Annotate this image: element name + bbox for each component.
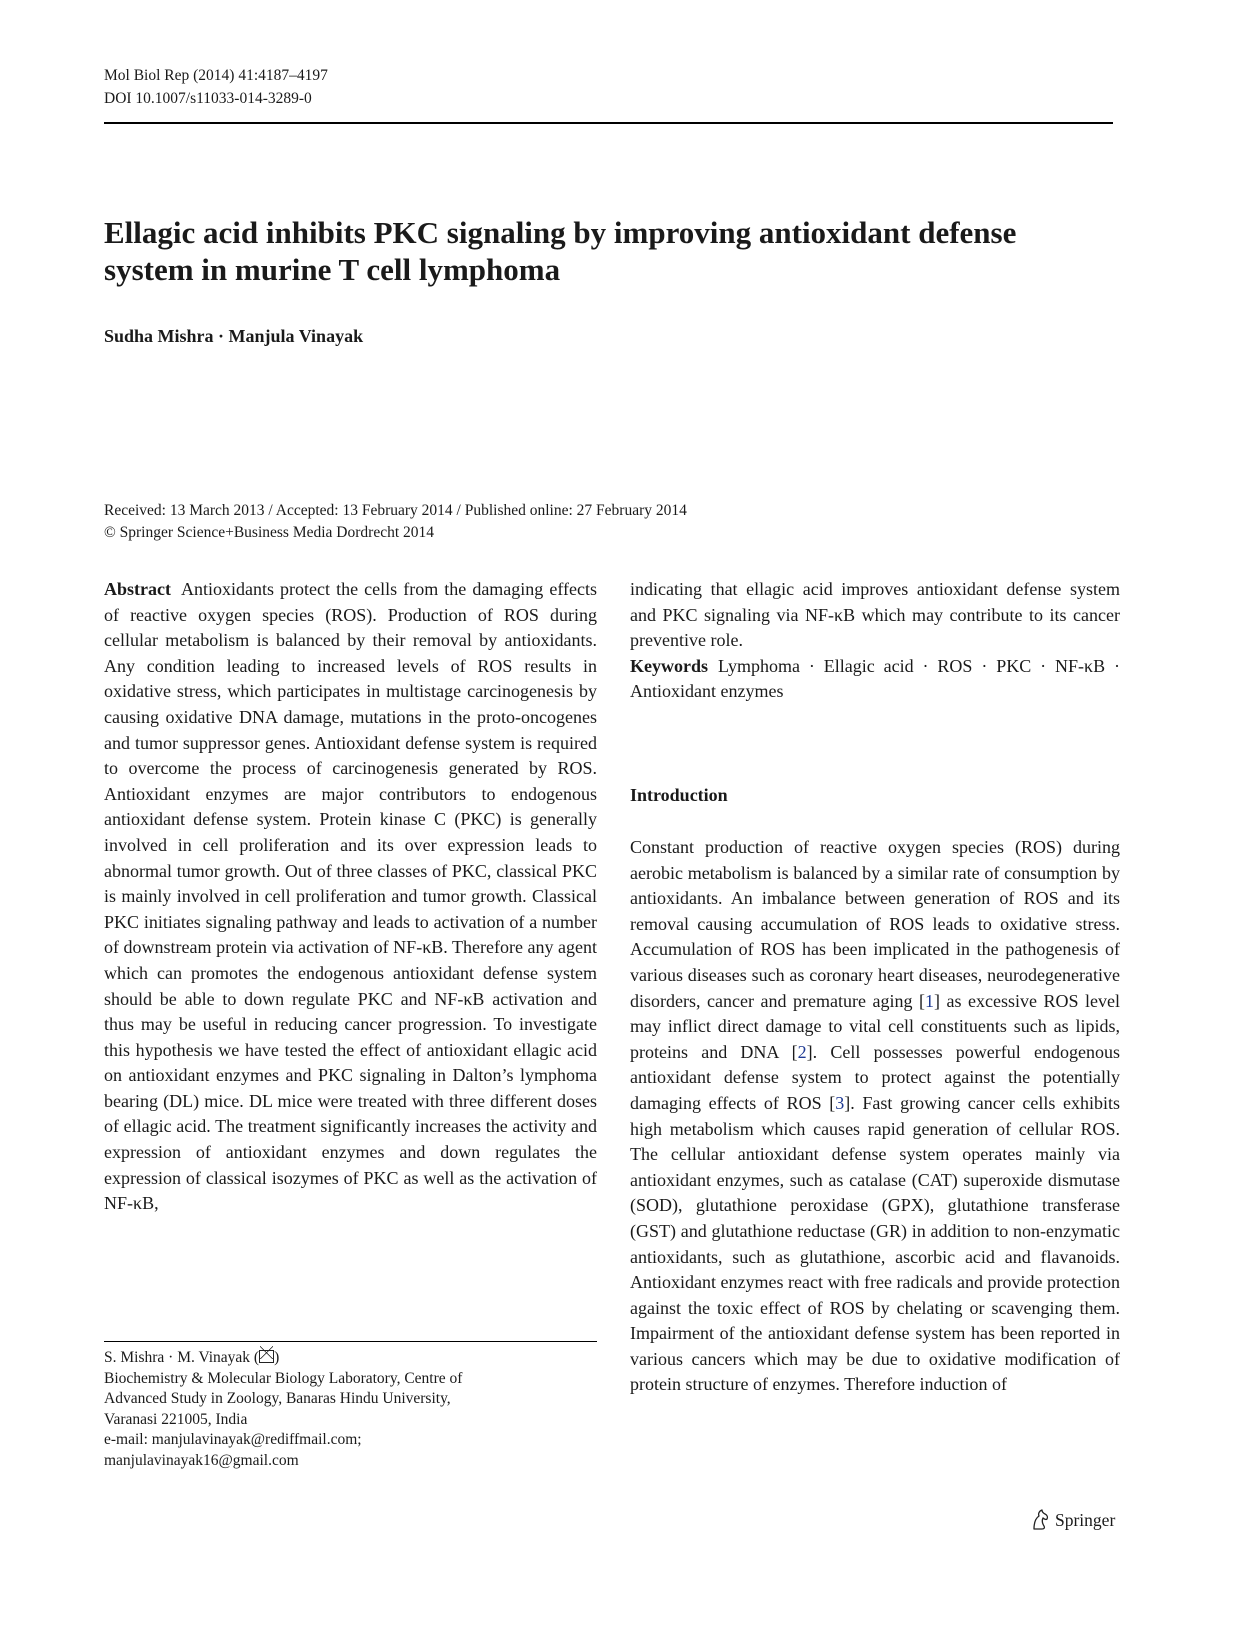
reference-link-3[interactable]: 3 <box>835 1092 845 1113</box>
keywords-text: Lymphoma · Ellagic acid · ROS · PKC · NF-κB · Antioxidant enzymes <box>630 655 1120 702</box>
article-title: Ellagic acid inhibits PKC signaling by improving antioxidant defense system in murine T cell lymphoma <box>104 215 1017 287</box>
introduction-heading: Introduction <box>630 785 728 805</box>
affiliation-line-2: Advanced Study in Zoology, Banaras Hindu University, <box>104 1390 451 1408</box>
springer-horse-icon <box>1030 1509 1050 1531</box>
footnote-authors-line <box>104 1348 462 1369</box>
intro-text-4: ]. Fast growing cancer cells exhibits high metabolism which causes rapid generation of cellular ROS. The cellular antioxidant defense system operates mainly via antioxidant enzymes, such as catalase (CAT) superoxide dismutase (SOD), glutathione peroxidase (GPX), glutathione transferase (GST) and glutathione reductase (GR) in addition to non-enzymatic antioxidants, such as glutathione, ascorbic acid and flavanoids. Antioxidant enzymes react with free radicals and provide protection against the toxic effect of ROS by chelating or scavenging them. Impairment of the antioxidant defense system has been reported in various cancers which may be due to oxidative modification of protein structure of enzymes. Therefore induction of <box>630 1092 1120 1395</box>
footnote-rule <box>104 1341 597 1342</box>
abstract-continuation: indicating that ellagic acid improves antioxidant defense system and PKC signaling via NF-κB which may contribute to its cancer preventive role. <box>630 579 1120 651</box>
email-line-1[interactable]: e-mail: manjulavinayak@rediffmail.com; <box>104 1431 362 1449</box>
introduction-paragraph <box>630 835 1120 1398</box>
author-footnote <box>104 1348 462 1472</box>
springer-logo <box>1030 1508 1115 1532</box>
abstract-label: Abstract <box>104 579 171 599</box>
article-dates <box>104 500 687 544</box>
journal-citation: Mol Biol Rep (2014) 41:4187–4197 <box>104 67 328 84</box>
abstract-text: Antioxidants protect the cells from the damaging effects of reactive oxygen species (ROS). Production of ROS during cellular metabolism is balanced by their removal by antioxidants. Any condition leading to increased levels of ROS results in oxidative stress, which participates in multistage carcinogenesis by causing oxidative DNA damage, mutations in the proto-oncogenes and tumor suppressor genes. Antioxidant defense system is required to overcome the process of carcinogenesis generated by ROS. Antioxidant enzymes are major contributors to endogenous antioxidant defense system. Protein kinase C (PKC) is generally involved in cell proliferation and its over expression leads to abnormal tumor growth. Out of three classes of PKC, classical PKC is mainly involved in cell proliferation and tumor growth. Classical PKC initiates signaling pathway and leads to activation of a number of downstream protein via activation of NF-κB. Therefore any agent which can promotes the endogenous antioxidant defense system should be able to down regulate PKC and NF-κB activation and thus may be useful in reducing cancer progression. To investigate this hypothesis we have tested the effect of antioxidant ellagic acid on antioxidant enzymes and PKC signaling in Dalton’s lymphoma bearing (DL) mice. DL mice were treated with three different doses of ellagic acid. The treatment significantly increases the activity and expression of antioxidant enzymes and down regulates the expression of classical isozymes of PKC as well as the activation of NF-κB, <box>104 579 597 1214</box>
keywords-paragraph <box>630 654 1120 705</box>
intro-text-3: ]. Cell possesses powerful endogenous antioxidant defense system to protect against the potentially damaging effects of ROS [ <box>630 1041 1120 1113</box>
journal-doi: DOI 10.1007/s11033-014-3289-0 <box>104 90 312 107</box>
header-rule <box>104 122 1113 124</box>
publication-dates: Received: 13 March 2013 / Accepted: 13 February 2014 / Published online: 27 February 2014 <box>104 502 687 519</box>
journal-header <box>104 64 328 110</box>
publisher-name: Springer <box>1055 1510 1116 1530</box>
footnote-authors: S. Mishra · M. Vinayak ( <box>104 1349 260 1366</box>
footnote-authors-close: ) <box>274 1349 280 1366</box>
intro-text-2: ] as excessive ROS level may inflict direct damage to vital cell constituents such as lipids, proteins and DNA [ <box>630 990 1120 1062</box>
affiliation-line-3: Varanasi 221005, India <box>104 1410 248 1428</box>
abstract-paragraph <box>104 577 597 1217</box>
keywords-label: Keywords <box>630 655 708 676</box>
abstract-column-right <box>630 577 1120 705</box>
reference-link-1[interactable]: 1 <box>924 990 934 1011</box>
affiliation-line-1: Biochemistry & Molecular Biology Laboratory, Centre of <box>104 1369 463 1387</box>
introduction-body <box>630 835 1120 1398</box>
article-authors: Sudha Mishra · Manjula Vinayak <box>104 326 364 346</box>
email-line-2[interactable]: manjulavinayak16@gmail.com <box>104 1451 299 1469</box>
copyright-line: © Springer Science+Business Media Dordrecht 2014 <box>104 524 435 541</box>
envelope-icon <box>259 1350 274 1363</box>
abstract-column-left <box>104 577 597 1217</box>
intro-text-1: Constant production of reactive oxygen species (ROS) during aerobic metabolism is balanced by a similar rate of consumption by antioxidants. An imbalance between generation of ROS and its removal causing accumulation of ROS leads to oxidative stress. Accumulation of ROS has been implicated in the pathogenesis of various diseases such as coronary heart diseases, neurodegenerative disorders, cancer and premature aging [ <box>630 837 1120 1011</box>
reference-link-2[interactable]: 2 <box>797 1041 807 1062</box>
